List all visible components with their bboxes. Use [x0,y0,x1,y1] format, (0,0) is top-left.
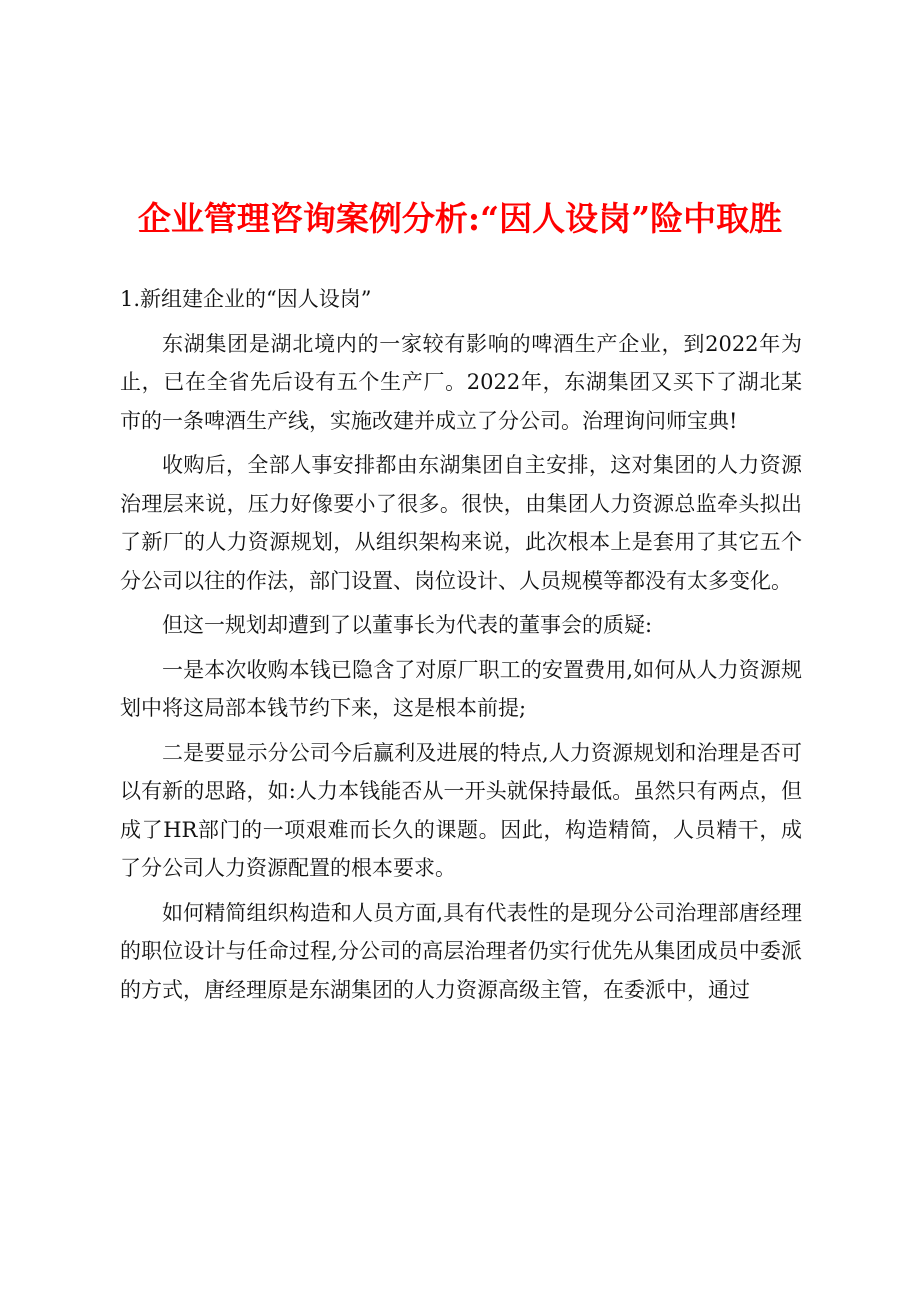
paragraph-intro: 东湖集团是湖北境内的一家较有影响的啤酒生产企业，到2022年为止，已在全省先后设有五个生产厂。2022年，东湖集团又买下了湖北某市的一条啤酒生产线，实施改建并成立了分公司。治理询问师宝典! [120,331,802,433]
paragraph-point-two: 二是要显示分公司今后赢利及进展的特点,人力资源规划和治理是否可以有新的思路，如:人力本钱能否从一开头就保持最低。虽然只有两点，但成了HR部门的一项艰难而长久的课题。因此，构造精简，人员精干，成了分公司人力资源配置的根本要求。 [120,740,802,880]
paragraph-manager-tang: 如何精简组织构造和人员方面,具有代表性的是现分公司治理部唐经理的职位设计与任命过程,分公司的高层治理者仍实行优先从集团成员中委派的方式，唐经理原是东湖集团的人力资源高级主管，在委派中，通过 [120,900,802,1002]
paragraph-acquisition: 收购后，全部人事安排都由东湖集团自主安排，这对集团的人力资源治理层来说，压力好像要小了很多。很快，由集团人力资源总监牵头拟出了新厂的人力资源规划，从组织架构来说，此次根本上是套用了其它五个分公司以往的作法，部门设置、岗位设计、人员规模等都没有太多变化。 [120,453,802,593]
paragraph-point-one: 一是本次收购本钱已隐含了对原厂职工的安置费用,如何从人力资源规划中将这局部本钱节约下来，这是根本前提; [120,657,802,720]
document-body [120,280,802,1009]
document-title: 企业管理咨询案例分析:“因人设岗”险中取胜 [137,199,783,238]
section-heading: 1.新组建企业的“因人设岗” [120,287,372,311]
paragraph-board-doubt: 但这一规划却遭到了以董事长为代表的董事会的质疑: [162,613,653,637]
